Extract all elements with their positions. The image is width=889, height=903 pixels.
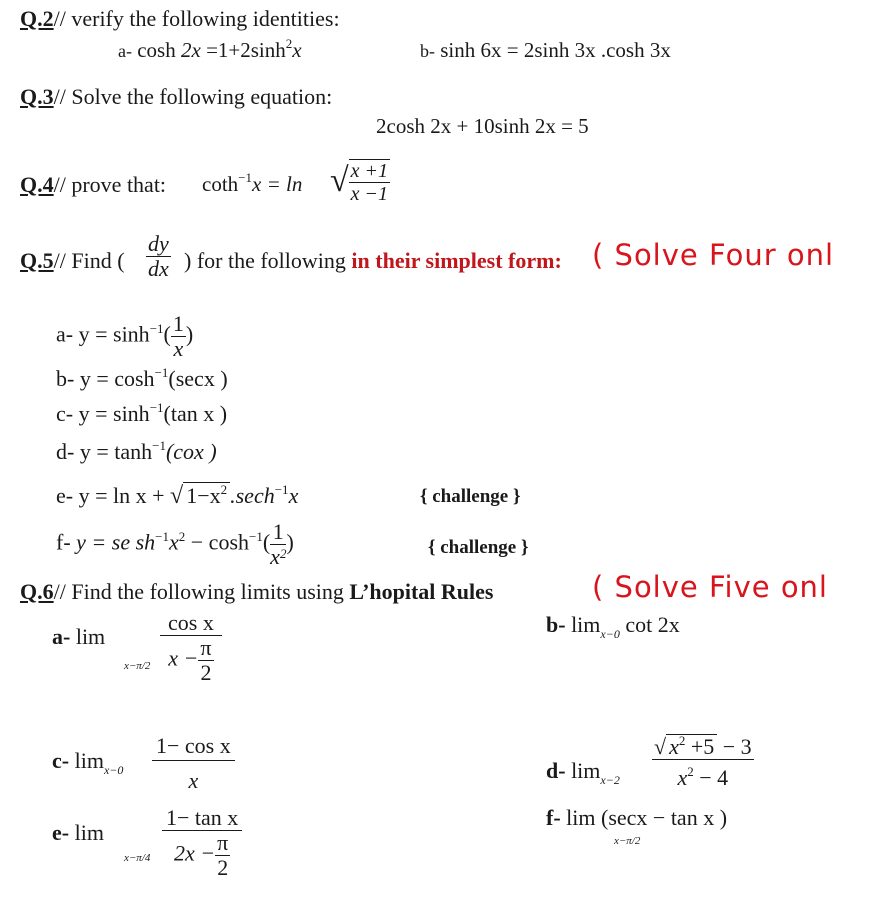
q6-d-den: x [677, 765, 688, 791]
q5-item-c [56, 401, 227, 427]
q4-text: // prove that: [53, 172, 167, 197]
q6-a-fraction [160, 611, 222, 686]
q2-a-eq: =1+2sinh [200, 38, 286, 62]
q5-e-label: e- [56, 483, 74, 508]
q2-a-arg: 2x [180, 38, 201, 62]
q5-e-tail: .sech [230, 483, 275, 508]
q6-e-label: e- [52, 820, 70, 845]
q5-handwritten-note: ( Solve Four onl [592, 238, 835, 272]
q6-a-den-x: x − [168, 645, 199, 671]
q6-f-expr: (secx − tan x ) [601, 805, 728, 830]
q6-d-root-tail: +5 [685, 734, 715, 759]
q5-f-den-sup: 2 [279, 546, 287, 562]
q5-c-expr: y = sinh [78, 401, 150, 426]
q6-f-label: f- [546, 805, 561, 830]
q6-a-num: cos x [160, 611, 222, 636]
q6-number: Q.6 [20, 579, 54, 604]
q4-lhs-sup: −1 [238, 170, 252, 185]
q5-a-label: a- [56, 321, 74, 347]
q6-b-label: b- [546, 612, 566, 637]
q6-c-num: 1− cos x [152, 734, 235, 761]
q2-heading [20, 6, 340, 32]
q6-item-e-label-lim [52, 820, 104, 846]
q6-b-sub: x−0 [600, 627, 620, 641]
q2-number: Q.2 [20, 6, 54, 31]
q6-a-den-pi: π [200, 635, 212, 661]
q6-a-label: a- [52, 624, 71, 649]
q2-item-b [420, 38, 671, 63]
q5-b-after: (secx ) [168, 366, 228, 391]
q6-f-lim: lim [566, 805, 596, 830]
q5-d-sup: −1 [152, 438, 166, 453]
q4-denominator: x −1 [350, 183, 389, 206]
q2-a-label: a- [118, 41, 132, 61]
q5-f-mid-sup: 2 [178, 528, 186, 544]
q3-equation: 2cosh 2x + 10sinh 2x = 5 [376, 114, 589, 138]
q5-c-after: (tan x ) [163, 401, 228, 426]
q5-item-d [56, 439, 217, 465]
q5-d-after: (cox ) [165, 439, 217, 464]
q5-f-open: ( [262, 529, 271, 555]
q6-d-label: d- [546, 758, 566, 783]
q6-d-root-sup: 2 [678, 733, 686, 748]
q6-a-sub: x−π/2 [124, 660, 151, 672]
q6-e-den-2: 2 [217, 855, 229, 881]
q5-dy: dy [148, 231, 169, 256]
q5-f-den: x [270, 544, 280, 570]
q2-a-lhs: cosh [137, 38, 176, 62]
q4-lhs-x: x = ln [252, 172, 303, 196]
q2-a-x: x [292, 38, 302, 62]
q5-dx: dx [148, 256, 169, 282]
q5-c-sup: −1 [149, 400, 164, 415]
q5-dydx [146, 232, 171, 281]
q4-sqrt-fraction [330, 158, 390, 205]
q5-f-close: ) [286, 529, 294, 555]
q5-text-before: // Find ( [53, 248, 125, 273]
q6-d-den-sup: 2 [687, 764, 694, 780]
q5-b-expr: y = cosh [79, 366, 155, 391]
q2-text: // verify the following identities: [53, 6, 340, 31]
q6-c-label: c- [52, 748, 70, 773]
q3-heading [20, 84, 332, 110]
q6-d-num-tail: − 3 [717, 734, 752, 759]
q6-heading [20, 579, 494, 605]
q5-e-tail-x: x [288, 483, 299, 508]
q5-f-minus: − cosh [185, 529, 249, 555]
q6-c-den: x [188, 768, 199, 794]
q6-b-lim: lim [571, 612, 601, 637]
q5-c-label: c- [56, 401, 74, 426]
q6-c-sub: x−0 [103, 763, 124, 777]
q6-e-lim: lim [74, 820, 104, 845]
q6-e-sub: x−π/4 [124, 852, 151, 864]
q5-f-num: 1 [270, 520, 286, 545]
q2-b-label: b- [420, 41, 435, 61]
q5-a-num: 1 [172, 311, 184, 336]
q4-numerator: x +1 [350, 160, 389, 183]
q6-text: // Find the following limits using [53, 579, 344, 604]
q5-f-challenge-tag: { challenge } [428, 537, 529, 558]
q5-item-a [56, 312, 193, 361]
q6-item-c [52, 748, 124, 777]
sqrt-sign-icon: √ [654, 734, 667, 759]
q5-heading [20, 248, 125, 274]
q4-expression [202, 172, 302, 197]
q6-bold-text: L’hopital Rules [349, 579, 494, 604]
q6-e-den-x: 2x − [174, 840, 216, 866]
q5-text-after: ) for the following [184, 248, 346, 273]
q5-f-sup2: −1 [249, 528, 263, 544]
q5-a-den: x [173, 336, 184, 362]
q6-d-sub: x−2 [600, 773, 620, 787]
q6-b-expr: cot 2x [625, 612, 680, 637]
q5-e-expr: y = ln x + [78, 483, 171, 508]
q5-d-label: d- [56, 439, 75, 464]
q4-number: Q.4 [20, 172, 54, 197]
q3-text: // Solve the following equation: [53, 84, 333, 109]
q6-item-f [546, 805, 727, 831]
sqrt-sign-icon: √ [330, 162, 349, 199]
q3-number: Q.3 [20, 84, 54, 109]
q2-item-a [118, 38, 302, 63]
q6-handwritten-note: ( Solve Five onl [592, 570, 828, 604]
q5-item-f [56, 520, 294, 569]
q4-heading [20, 172, 166, 198]
q6-f-sub: x−π/2 [614, 835, 641, 847]
q5-e-root-sup: 2 [220, 482, 228, 497]
q6-a-lim: lim [75, 624, 106, 649]
sqrt-sign-icon: √ [170, 483, 184, 509]
q5-f-label: f- [56, 529, 71, 555]
q5-e-root: 1−x [186, 483, 221, 508]
q6-c-fraction [152, 734, 235, 793]
q5-e-challenge-tag: { challenge } [420, 486, 521, 507]
q5-item-e [56, 482, 298, 510]
q5-number: Q.5 [20, 248, 54, 273]
q5-item-b [56, 366, 228, 392]
q5-f-expr: y = se sh [76, 529, 156, 555]
q6-e-fraction [162, 806, 242, 881]
q6-a-den-2: 2 [200, 660, 212, 686]
q5-b-sup: −1 [154, 365, 169, 380]
q6-d-den-tail: − 4 [693, 765, 729, 791]
q5-f-mid: x [169, 529, 179, 555]
q6-c-lim: lim [74, 748, 104, 773]
q6-d-lim: lim [571, 758, 601, 783]
q4-lhs: coth [202, 172, 239, 196]
q5-a-open: ( [163, 321, 171, 347]
q6-e-den-pi: π [217, 830, 229, 856]
q6-d-fraction [652, 734, 754, 790]
q5-d-expr: y = tanh [79, 439, 153, 464]
q5-emphasis: in their simplest form: [351, 248, 562, 273]
q6-d-root: x [669, 734, 679, 759]
q5-heading-rest [184, 248, 562, 274]
q5-b-label: b- [56, 366, 75, 391]
q6-item-b [546, 612, 680, 641]
q6-e-num: 1− tan x [162, 806, 242, 831]
q6-item-d [546, 758, 620, 787]
q6-item-a-label-lim [52, 624, 105, 650]
q5-f-sup: −1 [155, 528, 169, 544]
q5-a-expr: y = sinh [78, 321, 150, 347]
q2-a-sup: 2 [285, 36, 293, 51]
q5-e-tail-sup: −1 [274, 482, 289, 497]
q5-a-close: ) [185, 321, 194, 347]
q2-b-expr: sinh 6x = 2sinh 3x .cosh 3x [440, 38, 671, 62]
q5-a-sup: −1 [149, 320, 164, 336]
